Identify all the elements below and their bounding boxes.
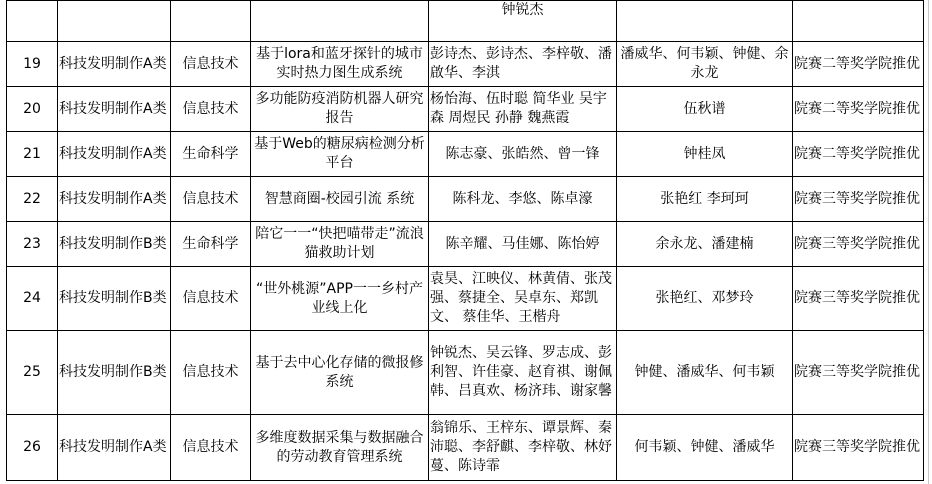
cell-project-title[interactable]: 智慧商圈-校园引流 系统 bbox=[251, 177, 429, 222]
cell-members[interactable] bbox=[429, 1, 617, 42]
cell-subject[interactable]: 信息技术 bbox=[171, 331, 251, 415]
cell-advisors[interactable]: 张艳红、邓梦玲 bbox=[617, 267, 793, 331]
table-row bbox=[7, 132, 924, 177]
table-row-top bbox=[7, 1, 924, 42]
cell-project-title[interactable]: 基于lora和蓝牙探针的城市实时热力图生成系统 bbox=[251, 42, 429, 87]
cell-subject[interactable]: 信息技术 bbox=[171, 267, 251, 331]
cell-members[interactable]: 翁锦乐、王梓东、谭景辉、秦沛聪、李舒麒、李梓敬、林妤蔓、陈诗霏 bbox=[429, 415, 617, 481]
cell-award[interactable]: 院赛三等奖学院推优 bbox=[793, 177, 924, 222]
table-row bbox=[7, 415, 924, 481]
cell-category[interactable]: 科技发明制作B类 bbox=[58, 222, 171, 267]
cell-empty[interactable] bbox=[251, 1, 429, 42]
cell-award[interactable]: 院赛三等奖学院推优 bbox=[793, 415, 924, 481]
table-row bbox=[7, 42, 924, 87]
cell-category[interactable]: 科技发明制作B类 bbox=[58, 267, 171, 331]
cell-number[interactable]: 19 bbox=[7, 42, 58, 87]
cell-number[interactable]: 24 bbox=[7, 267, 58, 331]
cell-project-title[interactable]: 基于去中心化存储的微报修系统 bbox=[251, 331, 429, 415]
grid-edge-line bbox=[928, 0, 929, 484]
cell-project-title[interactable]: 多维度数据采集与数据融合的劳动教育管理系统 bbox=[251, 415, 429, 481]
table-row bbox=[7, 177, 924, 222]
cell-advisors[interactable]: 钟健、潘威华、何韦颖 bbox=[617, 331, 793, 415]
cell-members[interactable]: 陈辛耀、马佳娜、陈怡婷 bbox=[429, 222, 617, 267]
cell-category[interactable]: 科技发明制作A类 bbox=[58, 415, 171, 481]
cell-award[interactable]: 院赛三等奖学院推优 bbox=[793, 222, 924, 267]
cell-advisors[interactable]: 潘威华、何韦颖、钟健、余永龙 bbox=[617, 42, 793, 87]
table-row bbox=[7, 87, 924, 132]
cell-subject[interactable]: 信息技术 bbox=[171, 42, 251, 87]
table-row bbox=[7, 222, 924, 267]
cell-number[interactable]: 26 bbox=[7, 415, 58, 481]
cell-members[interactable]: 钟锐杰、吴云锋、罗志成、彭利智、许佳豪、赵育祺、谢佩韩、吕真欢、杨济玮、谢家馨 bbox=[429, 331, 617, 415]
cell-project-title[interactable]: 多功能防疫消防机器人研究报告 bbox=[251, 87, 429, 132]
cell-members[interactable]: 杨怡海、伍时聪 简华业 吴宇森 周煜民 孙静 魏燕霞 bbox=[429, 87, 617, 132]
cell-members[interactable]: 陈志豪、张皓然、曾一锋 bbox=[429, 132, 617, 177]
cell-award[interactable]: 院赛三等奖学院推优 bbox=[793, 331, 924, 415]
cell-empty[interactable] bbox=[58, 1, 171, 42]
cell-empty[interactable] bbox=[7, 1, 58, 42]
cell-members[interactable]: 彭诗杰、彭诗杰、李梓敬、潘啟华、李淇 bbox=[429, 42, 617, 87]
cell-category[interactable]: 科技发明制作A类 bbox=[58, 177, 171, 222]
cell-project-title[interactable]: 陪它一一“快把喵带走”流浪猫救助计划 bbox=[251, 222, 429, 267]
cell-number[interactable]: 23 bbox=[7, 222, 58, 267]
cell-award[interactable]: 院赛二等奖学院推优 bbox=[793, 87, 924, 132]
cell-number[interactable]: 21 bbox=[7, 132, 58, 177]
cell-subject[interactable]: 生命科学 bbox=[171, 222, 251, 267]
cell-project-title[interactable]: “世外桃源”APP一一乡村产业线上化 bbox=[251, 267, 429, 331]
cell-project-title[interactable]: 基于Web的糖尿病检测分析平台 bbox=[251, 132, 429, 177]
cell-empty[interactable] bbox=[793, 1, 924, 42]
cell-subject[interactable]: 信息技术 bbox=[171, 87, 251, 132]
table-row bbox=[7, 331, 924, 415]
cell-advisors[interactable]: 何韦颖、钟健、潘威华 bbox=[617, 415, 793, 481]
cell-number[interactable]: 22 bbox=[7, 177, 58, 222]
cell-category[interactable]: 科技发明制作A类 bbox=[58, 42, 171, 87]
cell-members[interactable]: 陈科龙、李悠、陈卓濠 bbox=[429, 177, 617, 222]
cell-subject[interactable]: 生命科学 bbox=[171, 132, 251, 177]
cell-advisors[interactable]: 钟桂凤 bbox=[617, 132, 793, 177]
cell-empty[interactable] bbox=[617, 1, 793, 42]
cell-advisors[interactable]: 余永龙、潘建楠 bbox=[617, 222, 793, 267]
cell-empty[interactable] bbox=[171, 1, 251, 42]
members-text: 钟锐杰 bbox=[501, 2, 544, 18]
cell-number[interactable]: 20 bbox=[7, 87, 58, 132]
awards-table bbox=[6, 0, 924, 481]
cell-award[interactable]: 院赛二等奖学院推优 bbox=[793, 42, 924, 87]
cell-subject[interactable]: 信息技术 bbox=[171, 415, 251, 481]
cell-advisors[interactable]: 伍秋谱 bbox=[617, 87, 793, 132]
cell-advisors[interactable]: 张艳红 李珂珂 bbox=[617, 177, 793, 222]
cell-subject[interactable]: 信息技术 bbox=[171, 177, 251, 222]
cell-category[interactable]: 科技发明制作B类 bbox=[58, 331, 171, 415]
cell-number[interactable]: 25 bbox=[7, 331, 58, 415]
cell-award[interactable]: 院赛三等奖学院推优 bbox=[793, 267, 924, 331]
table-row bbox=[7, 267, 924, 331]
cell-award[interactable]: 院赛二等奖学院推优 bbox=[793, 132, 924, 177]
cell-category[interactable]: 科技发明制作A类 bbox=[58, 132, 171, 177]
cell-category[interactable]: 科技发明制作A类 bbox=[58, 87, 171, 132]
cell-members[interactable]: 袁昊、江映仪、林黄倩、张茂强、蔡捷全、吴卓东、郑凯文、 蔡佳华、王楷舟 bbox=[429, 267, 617, 331]
